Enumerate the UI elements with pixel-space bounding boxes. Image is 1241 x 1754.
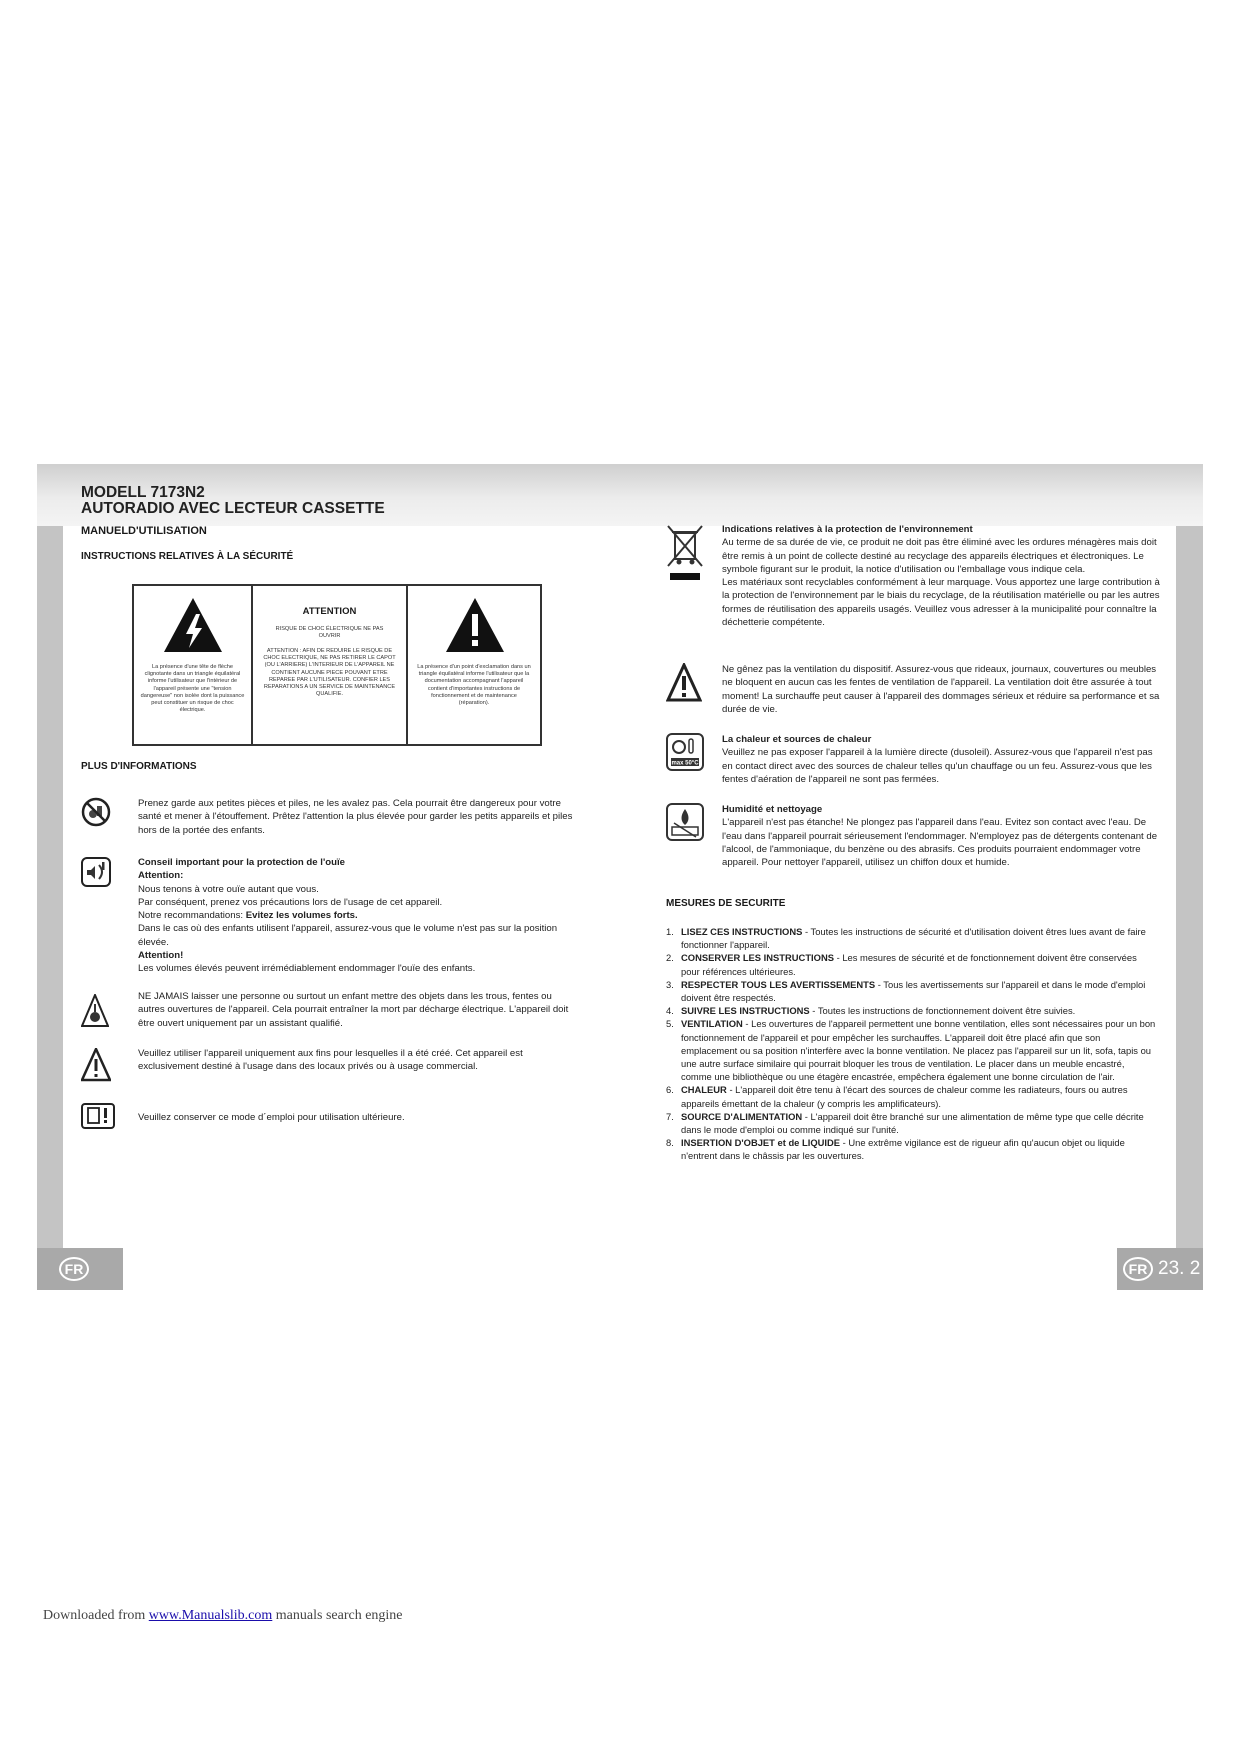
manualslib-link[interactable]: www.Manualslib.com [148, 1608, 273, 1623]
download-prefix: Downloaded from [43, 1608, 149, 1623]
download-suffix: manuals search engine [272, 1608, 403, 1623]
measures-title: MESURES DE SECURITE [666, 898, 786, 909]
more-info-title: PLUS D'INFORMATIONS [81, 761, 197, 772]
measure-item [666, 1017, 1156, 1083]
heat-max-temperature-icon [666, 733, 704, 771]
attention-line2: ATTENTION : AFIN DE REDUIRE LE RISQUE DE CHOC ELECTRIQUE, NE PAS RETIRER LE CAPOT (OU L'ARRIERE) L'INTERIEUR DE L'APPAREIL NE CONTIENT AUCUNE PIECE POUVANT ETRE REPAREE PAR L'UTILISATEUR. CONFIER LES REPARATIONS A UN SERVICE DE MAINTENANCE QUALIFIE. [263, 648, 396, 698]
safety-warning-box [132, 584, 542, 746]
measure-number: 8. [666, 1137, 674, 1149]
small-parts-text: Prenez garde aux petites pièces et piles, ne les avalez pas. Cela pourrait être dangereux pour votre santé et mener à l'étouffement. Prêtez l'attention la plus élevée pour garder les petits appareils et piles hors de la portée des enfants. [138, 798, 573, 836]
intended-use-text: Veuillez utiliser l'appareil uniquement aux fins pour lesquelles il a été créé. Cet appareil est exclusivement destiné à l'usage dans des locaux privés ou à usage commercial. [138, 1048, 523, 1073]
model-title: MODELL 7173N2 [81, 484, 205, 501]
measure-heading: LISEZ CES INSTRUCTIONS [681, 926, 803, 937]
measure-text: - L'appareil doit être tenu à l'écart des sources de chaleur comme les radiateurs, fours ou autres appareils émettant de la chaleur (y compris les amplificateurs). [681, 1084, 1128, 1109]
electric-shock-warning-icon [81, 994, 109, 1028]
measure-number: 2. [666, 952, 674, 964]
language-badge-right: FR [1123, 1257, 1153, 1281]
measure-text: - Toutes les instructions de sécurité et d'utilisation doivent êtres lues avant de faire fonctionner l'appareil. [681, 926, 1146, 951]
measure-item [666, 1083, 1156, 1109]
document-header [81, 485, 385, 517]
humidity-cleaning-icon [666, 803, 704, 841]
hearing-attention2: Attention! [138, 950, 184, 962]
environment-title: Indications relatives à la protection de l'environnement [722, 524, 973, 535]
measures-list [666, 925, 1156, 1163]
measure-heading: CONSERVER LES INSTRUCTIONS [681, 952, 834, 964]
attention-line1: RISQUE DE CHOC ÉLECTRIQUE NE PAS OUVRIR [275, 626, 384, 640]
measure-number: 1. [666, 926, 674, 937]
environment-p2: Les matériaux sont recyclables conformément à leur marquage. Vous apportez une large contribution à la protection de l'environnement par le biais du recyclage, de la réutilisation matérielle ou par les autres formes de réutilisation des appareils usagés. Veuillez vous adresser à la municipalité pour connaître la déchetterie compétente. [722, 577, 1160, 629]
heat-block [722, 733, 1162, 786]
measure-number: 6. [666, 1084, 674, 1096]
attention-title: ATTENTION [302, 606, 357, 617]
footer-left-tab [37, 1248, 123, 1290]
hearing-line5: Les volumes élevés peuvent irrémédiablement endommager l'ouïe des enfants. [138, 963, 476, 975]
measure-text: - Tous les avertissements sur l'appareil et dans le mode d'emploi doivent être respectés. [681, 978, 1146, 1004]
hearing-line1: Nous tenons à votre ouïe autant que vous. [138, 883, 319, 895]
measure-item [666, 951, 1156, 977]
keep-manual-text: Veuillez conserver ce mode d´emploi pour utilisation ultérieure. [138, 1112, 405, 1123]
heat-title: La chaleur et sources de chaleur [722, 734, 872, 745]
exclamation-warning-icon [444, 596, 506, 654]
hearing-block [138, 856, 578, 976]
measure-heading: VENTILATION [681, 1018, 743, 1030]
exclamation-description: La présence d'un point d'exclamation dans un triangle équilatéral informe l'utilisateur que la documentation accompagnant l'appareil contient d'importantes instructions de fonctionnement et de maintenance (réparation). [417, 664, 531, 707]
download-notice [43, 1608, 403, 1624]
footer-right-tab [1117, 1248, 1203, 1290]
humidity-block [722, 803, 1162, 869]
measure-item [666, 1136, 1156, 1162]
lightning-description: La présence d'une tête de flèche clignotante dans un triangle équilatéral informe l'utilisateur que l'intérieur de l'appareil présente une "tension dangereuse" non isolée dont la puissance peut constituer un risque de choc électrique. [140, 664, 245, 714]
ventilation-warning-icon [666, 663, 702, 703]
heat-text: Veuillez ne pas exposer l'appareil à la lumière directe (dusoleil). Assurez-vous que l'appareil n'est pas en contact direct avec des sources de chaleur telles qu'un chauffage ou un feu. Assurez-vous que les fentes d'aération de l'appareil ne sont pas fermées. [722, 747, 1153, 785]
objects-openings-text: NE JAMAIS laisser une personne ou surtout un enfant mettre des objets dans les trous, fentes ou autres ouvertures de l'appareil. Cela pourrait entraîner la mort par décharge électrique. L'appareil doit être ouvert uniquement par un assistant qualifié. [138, 991, 569, 1029]
ventilation-text: Ne gênez pas la ventilation du dispositif. Assurez-vous que rideaux, journaux, couvertures ou meubles ne bloquent en aucun cas les fentes de ventilation de l'appareil. La ventilation doit être assurée à tout moment! La surchauffe peut causer à l'appareil des dommages sérieux et réduire sa performance et sa durée de vie. [722, 664, 1160, 715]
small-parts-prohibited-icon [81, 797, 111, 827]
hearing-protection-icon [81, 857, 111, 887]
measure-number: 3. [666, 978, 674, 990]
measure-item [666, 978, 1156, 1004]
measure-item [666, 1004, 1156, 1017]
hearing-line2: Par conséquent, prenez vos précautions lors de l'usage de cet appareil. [138, 896, 443, 908]
left-side-bar [37, 526, 63, 1266]
measure-number: 7. [666, 1110, 674, 1122]
safety-box-center [253, 586, 408, 744]
measure-number: 5. [666, 1018, 674, 1030]
language-badge-left: FR [59, 1257, 89, 1281]
measure-item [666, 1110, 1156, 1136]
measure-heading: SOURCE D'ALIMENTATION [681, 1110, 803, 1122]
measure-heading: SUIVRE LES INSTRUCTIONS [681, 1005, 810, 1017]
page-number: 23. 2 [1158, 1258, 1201, 1279]
environment-block [722, 523, 1160, 629]
caution-icon [81, 1048, 111, 1082]
safety-title: INSTRUCTIONS RELATIVES À LA SÉCURITÉ [81, 551, 294, 562]
measure-item [666, 925, 1156, 951]
manual-title: MANUELD'UTILISATION [81, 525, 207, 537]
right-side-bar [1176, 526, 1203, 1266]
hearing-line3-prefix: Notre recommandations: [138, 910, 246, 922]
hearing-title: Conseil important pour la protection de l'ouïe [138, 857, 345, 868]
manual-book-icon [81, 1103, 115, 1129]
lightning-warning-icon [162, 596, 224, 654]
humidity-title: Humidité et nettoyage [722, 804, 823, 815]
measure-number: 4. [666, 1005, 674, 1017]
measure-heading: CHALEUR [681, 1084, 727, 1096]
safety-box-right [408, 586, 540, 744]
environment-p1: Au terme de sa durée de vie, ce produit ne doit pas être éliminé avec les ordures ménagères mais doit être remis à un point de collecte destiné au recyclage des appareils électriques et électroniques. Le symbole figurant sur le produit, la notice d'utilisation ou l'emballage vous indique cela. [722, 537, 1157, 575]
hearing-line3 [138, 909, 578, 922]
hearing-line3-bold: Evitez les volumes forts. [245, 910, 358, 922]
measure-text: - Une extrême vigilance est de rigueur afin qu'aucun objet ou liquide n'entrent dans le châssis par les ouvertures. [681, 1137, 1125, 1162]
heat-icon-label: max 50°C [671, 760, 699, 767]
humidity-text: L'appareil n'est pas étanche! Ne plongez pas l'appareil dans l'eau. Evitez son contact avec l'eau. De l'eau dans l'appareil pourrait sérieusement l'endommager. N'employez pas de détergents contenant de l'alcool, de l'ammoniaque, du benzène ou des abrasifs. Ces produits pourraient endommager votre appareil. Pour nettoyer l'appareil, utilisez un chiffon doux et humide. [722, 817, 1158, 869]
measure-heading: INSERTION D'OBJET et de LIQUIDE [681, 1137, 841, 1149]
hearing-attention1: Attention: [138, 870, 184, 882]
measure-heading: RESPECTER TOUS LES AVERTISSEMENTS [681, 978, 876, 990]
safety-box-left [134, 586, 253, 744]
measure-text: - Toutes les instructions de fonctionnement doivent être suivies. [809, 1005, 1076, 1017]
hearing-line4: Dans le cas où des enfants utilisent l'appareil, assurez-vous que le volume n'est pas sur la position élevée. [138, 923, 558, 948]
measure-text: - Les ouvertures de l'appareil permettent une bonne ventilation, elles sont nécessaires pour un bon fonctionnement de l'appareil et pour empêcher les surchauffes. L'appareil doit être placé afin que son emplacement ou sa position n'interfère avec la bonne ventilation. Ne placez pas l'appareil sur un lit, sofa, tapis ou une autre surface similaire qui pourrait bloquer les trous de ventilation. Le placer dans un meuble encastré, comme une bibliothèque ou une étagère encastrée, empêchera également une bonne circulation de l'air. [681, 1018, 1156, 1083]
measure-text: - Les mesures de sécurité et de fonctionnement doivent être conservées pour références ultérieures. [681, 952, 1137, 977]
product-title: AUTORADIO AVEC LECTEUR CASSETTE [81, 500, 385, 517]
measure-text: - L'appareil doit être branché sur une alimentation de même type que celle décrite dans le mode d'emploi ou comme indiqué sur l'unité. [681, 1110, 1144, 1136]
weee-bin-icon [665, 523, 705, 583]
